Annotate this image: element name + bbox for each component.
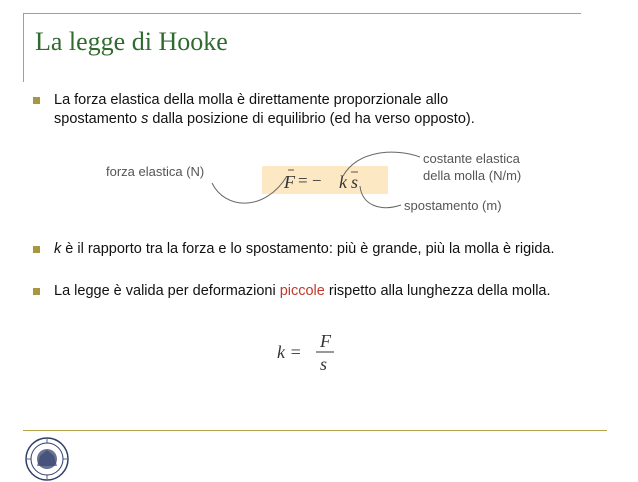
bullet-1-var-s: s (141, 111, 149, 127)
bullet-2-text: è il rapporto tra la forza e lo spostamento: più è grande, più la molla è rigida. (61, 241, 555, 257)
bullet-1-text-a: spostamento (54, 111, 142, 127)
label-force: forza elastica (N) (106, 164, 205, 179)
bullet-1-text-b: dalla posizione di equilibrio (ed ha verso opposto). (148, 111, 475, 127)
ratio-numerator: F (320, 331, 331, 351)
label-constant-line-1: costante elastica (423, 151, 520, 166)
label-constant-line-2: della molla (N/m) (423, 168, 522, 183)
bullet-2-var-k: k (54, 241, 62, 257)
formula-k: k (339, 172, 347, 192)
bullet-1-line-1: La forza elastica della molla è direttamente proporzionale allo (54, 92, 449, 108)
ratio-denominator: s (320, 354, 328, 374)
university-seal-logo (24, 436, 70, 482)
formula-equals-minus: = − (298, 171, 322, 190)
bullet-3-text-b: rispetto alla lunghezza della molla. (324, 283, 551, 299)
formula-F: F (284, 172, 295, 192)
bullet-3-highlight: piccole (279, 283, 325, 299)
slide-title: La legge di Hooke (35, 27, 228, 56)
label-displacement: spostamento (m) (404, 198, 502, 213)
formula-s: s (351, 172, 359, 192)
bullet-3-text-a: La legge è valida per deformazioni (54, 283, 280, 299)
ratio-lhs: k = (277, 342, 302, 362)
